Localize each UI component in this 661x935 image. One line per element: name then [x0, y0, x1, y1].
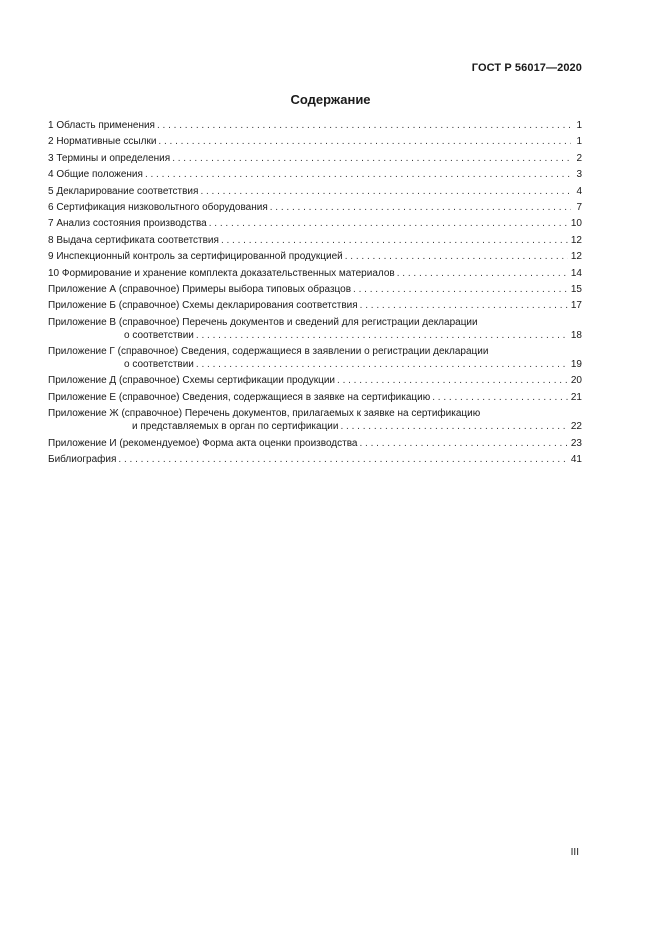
- toc-entry-text: Приложение И (рекомендуемое) Форма акта оценки производства: [48, 437, 358, 449]
- dot-leader: [118, 454, 567, 465]
- dot-leader: [221, 235, 568, 246]
- toc-entry[interactable]: [48, 218, 582, 234]
- toc-entry-page: 20: [570, 375, 582, 387]
- toc-entry-page: 14: [570, 267, 582, 279]
- toc-entry-page: 4: [576, 185, 582, 197]
- toc-entry-page: 22: [570, 421, 582, 433]
- toc-entry-text: 9 Инспекционный контроль за сертифицированной продукцией: [48, 251, 343, 263]
- toc-entry[interactable]: [48, 153, 582, 169]
- dot-leader: [270, 202, 571, 213]
- dot-leader: [353, 284, 568, 295]
- toc-entry[interactable]: [48, 392, 582, 408]
- toc-entry-page: 12: [570, 234, 582, 246]
- toc-entry-text: 1 Область применения: [48, 120, 155, 131]
- toc-entry-text: Приложение В (справочное) Перечень документов и сведений для регистрации декларации: [48, 316, 478, 328]
- toc-entry-text: 6 Сертификация низковольтного оборудования: [48, 201, 268, 213]
- toc-entry-text: Приложение Б (справочное) Схемы декларирования соответствия: [48, 300, 358, 312]
- toc-entry-page: 17: [570, 300, 582, 312]
- toc-entry-page: 18: [570, 329, 582, 341]
- dot-leader: [145, 169, 571, 180]
- toc-entry-page: 12: [570, 251, 582, 263]
- toc-title: Содержание: [290, 92, 371, 107]
- toc-entry-text-continued: о соответствии: [124, 359, 194, 371]
- toc-entry[interactable]: [48, 408, 582, 437]
- dot-leader: [196, 359, 568, 370]
- toc-entry-page: 41: [570, 454, 582, 466]
- toc-entry-text: 4 Общие положения: [48, 169, 143, 181]
- toc-entry-text: 8 Выдача сертификата соответствия: [48, 234, 219, 246]
- toc-entry-page: 19: [570, 359, 582, 371]
- dot-leader: [157, 120, 571, 131]
- toc-entry-page: 3: [576, 169, 582, 181]
- dot-leader: [345, 251, 568, 262]
- toc-entry-page: 7: [576, 201, 582, 213]
- dot-leader: [359, 438, 567, 449]
- dot-leader: [340, 421, 567, 432]
- toc-entry-page: 1: [576, 136, 582, 148]
- toc-entry-page: 15: [570, 283, 582, 295]
- toc-entry-text: 2 Нормативные ссылки: [48, 136, 157, 148]
- toc-entry-page: 10: [570, 218, 582, 230]
- toc-entry[interactable]: [48, 186, 582, 202]
- toc-entry[interactable]: [48, 438, 582, 454]
- toc-entry[interactable]: [48, 454, 582, 470]
- dot-leader: [200, 186, 571, 197]
- toc-entry-text: Библиография: [48, 454, 117, 466]
- toc-entry[interactable]: [48, 317, 582, 346]
- dot-leader: [337, 375, 568, 386]
- toc-entry-text: Приложение Ж (справочное) Перечень документов, прилагаемых к заявке на сертификацию: [48, 408, 481, 420]
- toc-entry-text: 3 Термины и определения: [48, 152, 171, 164]
- toc-entry-text-continued: о соответствии: [124, 329, 194, 341]
- toc-entry-text: 7 Анализ состояния производства: [48, 218, 207, 230]
- toc-entry-page: 2: [576, 152, 582, 164]
- toc-entry[interactable]: [48, 251, 582, 267]
- dot-leader: [397, 268, 568, 279]
- dot-leader: [158, 136, 571, 147]
- toc-entry-text: Приложение Г (справочное) Сведения, содержащиеся в заявлении о регистрации декларации: [48, 346, 489, 358]
- toc-entry-page: 21: [570, 391, 582, 403]
- toc-entry[interactable]: [48, 120, 582, 136]
- dot-leader: [209, 218, 568, 229]
- toc-entry-page: 23: [570, 437, 582, 449]
- toc-entry[interactable]: [48, 169, 582, 185]
- toc-entry-text: 5 Декларирование соответствия: [48, 185, 199, 197]
- toc-entry[interactable]: [48, 284, 582, 300]
- toc-entry[interactable]: [48, 136, 582, 152]
- toc-entry[interactable]: [48, 235, 582, 251]
- toc-entry-text: Приложение Е (справочное) Сведения, содержащиеся в заявке на сертификацию: [48, 391, 431, 403]
- page-number: III: [570, 847, 579, 858]
- toc-entry-text: Приложение А (справочное) Примеры выбора типовых образцов: [48, 283, 352, 295]
- toc-entry-text: Приложение Д (справочное) Схемы сертификации продукции: [48, 375, 336, 387]
- dot-leader: [172, 153, 571, 164]
- toc-entry[interactable]: [48, 202, 582, 218]
- toc-entry[interactable]: [48, 268, 582, 284]
- toc-entry-page: 1: [576, 120, 582, 131]
- document-code: ГОСТ Р 56017—2020: [471, 62, 582, 74]
- toc-entry[interactable]: [48, 300, 582, 316]
- toc-entry-text: 10 Формирование и хранение комплекта доказательственных материалов: [48, 267, 395, 279]
- dot-leader: [360, 300, 568, 311]
- toc-entry-text-continued: и представляемых в орган по сертификации: [132, 421, 339, 433]
- table-of-contents: [48, 120, 582, 470]
- toc-entry[interactable]: [48, 375, 582, 391]
- toc-entry[interactable]: [48, 346, 582, 375]
- dot-leader: [432, 392, 568, 403]
- dot-leader: [196, 330, 568, 341]
